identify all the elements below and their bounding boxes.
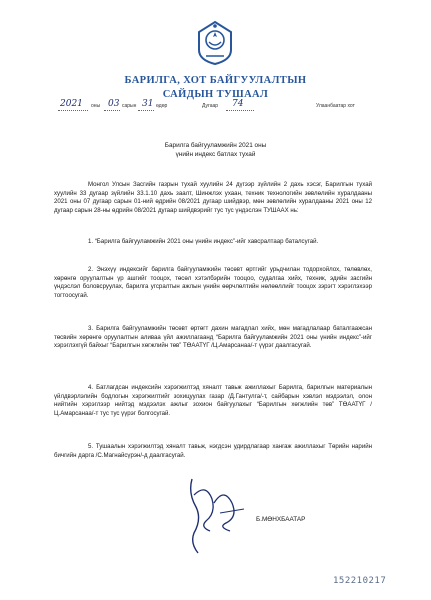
clause-3: 3. Барилга байгууламжийн төсөвт өртөгт дахин магадлал хийх, мөн магадлалаар баталгаажсан төсвийн хөрөнгө оруулалтын аливаа үйл ажиллагаанд “Барилга байгууламжийн 2021 оны үнийн индекс”-ийг хэрэглэхгүй байхыг “Барилгын хөгжлийн төв” ТӨААТҮГ /Ц.Амарсанаа/-т үүрэг даалгасугай. (54, 325, 372, 350)
order-number-line (226, 110, 254, 111)
order-number: 74 (232, 99, 244, 109)
clause-4: 4. Батлагдсан индексийн хэрэгжилтэд хяналт тавьж ажиллахыг Барилга, барилгын материалын үйлдвэрлэлийн бодлогын хэрэгжилтийг зохицуулах газар /Д.Гантулга/-т, сайбарын хэвлэл мэдээлэл, олон нийтийн хэрэглээр нийтэд мэдээлэх ажлыг зохион байгуулахыг “Барилгын хөгжлийн төв” ТӨААТҮГ /Ц.Амарсанаа/-т тус тус үүрэг болгосугай. (54, 384, 372, 417)
ministry-title-line2: САЙДЫН ТУШААЛ (162, 89, 269, 100)
date-month-suffix: сарын (122, 103, 137, 109)
preamble-paragraph: Монгол Улсын Засгийн газрын тухай хуулийн 24 дүгээр зүйлийн 2 дахь хэсэг, Барилгын тухай хуулийн 33 дугаар зүйлийн 33.1.10 дахь заалт, Шинжлэх ухаан, техник технологийн зөвлөлийн хуралдааны 2021 оны 07 дугаар сарын 01-ний өдрийн 08/2021 дугаар шийдвэр, мөн зөвлөлийн хуралдааны 2021 оны 12 дугаар сарын 28-ны өдрийн 08/2021 дугаар шийдвэрийг тус тус үндэслэн ТУШААХ нь: (54, 181, 372, 214)
city-name: Улаанбаатар хот (316, 103, 355, 109)
ministry-title-line1: БАРИЛГА, ХОТ БАЙГУУЛАЛТЫН (124, 75, 307, 86)
signer-name: Б.МӨНХБААТАР (256, 516, 306, 523)
clause-1: 1. “Барилга байгууламжийн 2021 оны үнийн индекс”-ийг хавсралтаар баталсугай. (88, 238, 319, 245)
registration-number-stamp: 152210217 (333, 576, 387, 586)
date-year-line (58, 110, 88, 111)
date-day-line (138, 110, 154, 111)
subject-line2: үнийн индекс батлах тухай (175, 151, 256, 158)
state-emblem-icon (195, 20, 235, 66)
subject-line1: Барилга байгууламжийн 2021 оны (164, 142, 267, 149)
date-day-suffix: өдөр (156, 103, 168, 109)
date-year: 2021 (60, 99, 83, 109)
date-year-suffix: оны (91, 103, 101, 109)
clause-2: 2. Энэхүү индексийг барилга байгууламжийн төсөвт өртгийг урьдчилан тодорхойлох, төлөвлөх, хөрөнгө оруулалтын үр ашгийг тооцох, төсөл хэтэлбэрийн тооцоо, судалгаа хийх, техник, эдийн засгийн үндэслэл боловсруулах, барилга угсралтын ажлын үнийн өөрчлөлтийн нөлөөллийг тооцох зэрэгт хэрэглэхээр тогтоосугай. (54, 266, 372, 299)
date-day: 31 (142, 99, 154, 109)
handwritten-signature (186, 473, 246, 557)
clause-5: 5. Тушаалын хэрэгжилтэд хяналт тавьж, нэгдсэн удирдлагаар хангаж ажиллахыг Төрийн нарийн бичгийн дарга /С.Магнайсүрэн/-д даалгасугай. (54, 443, 372, 459)
date-month: 03 (108, 99, 120, 109)
date-month-line (104, 110, 120, 111)
number-label: Дугаар (202, 103, 219, 109)
